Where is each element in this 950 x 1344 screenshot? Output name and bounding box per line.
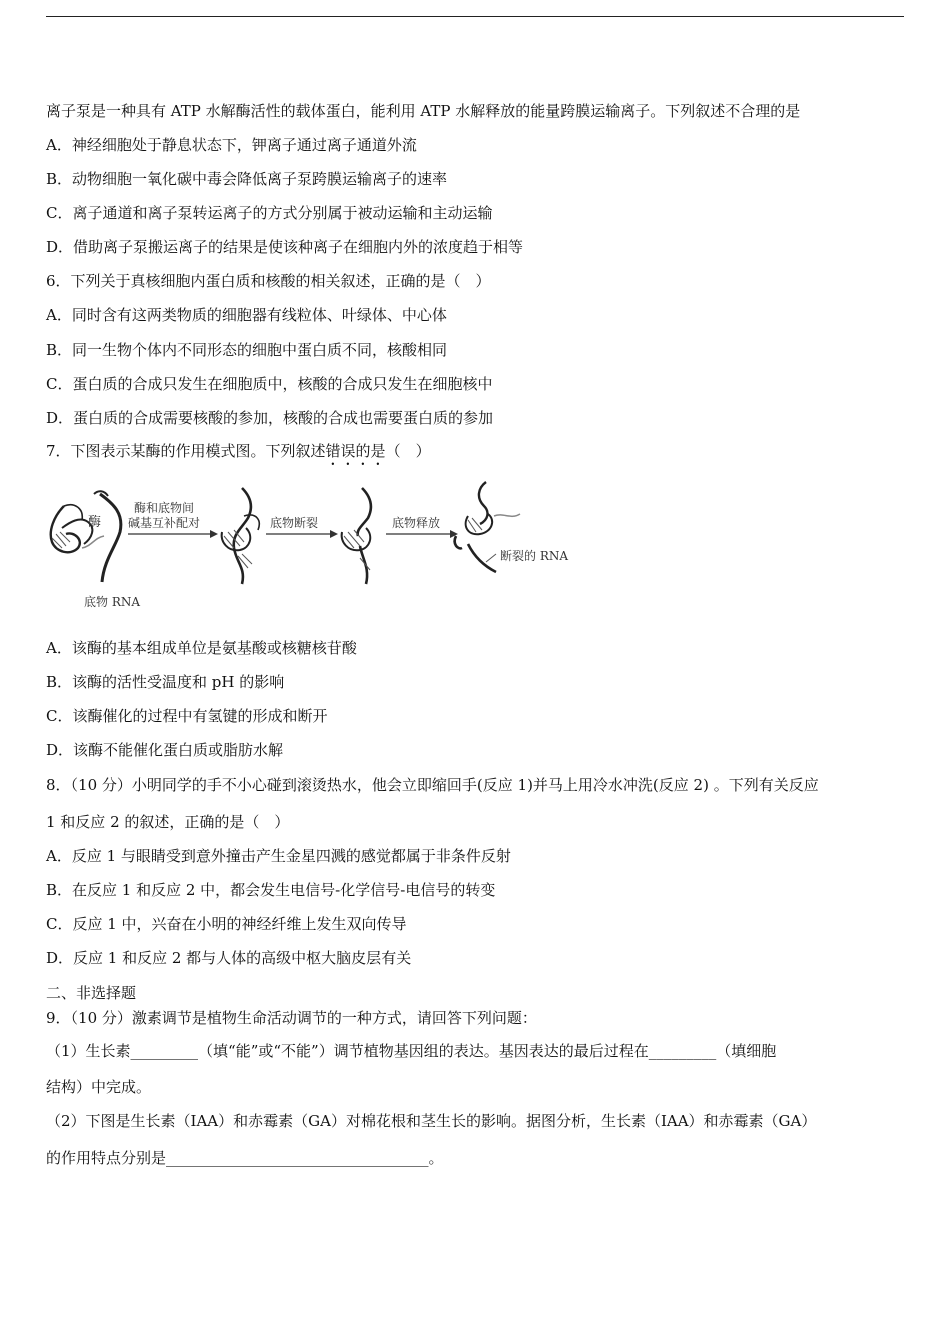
cleaved-complex [342,488,371,584]
label-step3: 底物释放 [392,516,441,530]
q5-option-c: C．离子通道和离子泵转运离子的方式分别属于被动运输和主动运输 [46,204,493,222]
section-heading: 二、非选择题 [46,984,137,1002]
arrow-step1-head [210,530,218,538]
broken-rna-piece-1 [455,536,462,548]
q8-option-c: C．反应 1 中，兴奋在小明的神经纤维上发生双向传导 [46,915,407,933]
q7-stem-start: 7．下图表示某酶的作用模式图。下列叙述 [46,442,326,460]
q7-option-a: A．该酶的基本组成单位是氨基酸或核糖核苷酸 [46,639,357,657]
q9-part1-line1: （1）生长素_________（填“能”或“不能”）调节植物基因组的表达。基因表达的最后过程在_________（填细胞 [46,1042,777,1060]
q7-option-b: B．该酶的活性受温度和 pH 的影响 [46,673,285,691]
q9-part1-line2: 结构）中完成。 [46,1078,152,1096]
q5-option-d: D．借助离子泵搬运离子的结果是使该种离子在细胞内外的浓度趋于相等 [46,238,524,256]
label-substrate-rna: 底物 RNA [84,595,141,609]
q6-option-a: A．同时含有这两类物质的细胞器有线粒体、叶绿体、中心体 [46,306,447,324]
q7-stem [46,441,431,469]
q5-option-a: A．神经细胞处于静息状态下，钾离子通过离子通道外流 [46,136,417,154]
label-step1-line2: 碱基互补配对 [128,516,201,530]
released-enzyme-tail [494,514,520,516]
q7-option-c: C．该酶催化的过程中有氢键的形成和断开 [46,707,328,725]
q7-emphasis: 错误的是 [325,442,386,460]
header-rule [46,16,904,17]
q8-option-a: A．反应 1 与眼睛受到意外撞击产生金星四溅的感觉都属于非条件反射 [46,847,511,865]
label-step1-line1: 酶和底物间 [134,501,195,515]
q6-option-b: B．同一生物个体内不同形态的细胞中蛋白质不同，核酸相同 [46,341,448,359]
arrow-step2-head [330,530,338,538]
q5-option-b: B．动物细胞一氧化碳中毒会降低离子泵跨膜运输离子的速率 [46,170,448,188]
q8-stem-line1: 8．（10 分）小明同学的手不小心碰到滚烫热水，他会立即缩回手(反应 1)并马上用冷水冲洗(反应 2) 。下列有关反应 [46,776,819,794]
q6-option-d: D．蛋白质的合成需要核酸的参加，核酸的合成也需要蛋白质的参加 [46,409,494,427]
q7-stem-end: （ ） [385,442,431,460]
enzyme-ribozyme-1 [51,505,93,552]
q9-stem: 9．（10 分）激素调节是植物生命活动调节的一种方式，请回答下列问题： [46,1009,537,1027]
enzyme-substrate-complex [222,488,260,584]
q6-option-c: C．蛋白质的合成只发生在细胞质中，核酸的合成只发生在细胞核中 [46,375,493,393]
substrate-rna-strand [100,494,121,582]
q9-part2-line2: 的作用特点分别是___________________________________。 [46,1149,444,1167]
broken-rna-pointer [486,554,496,562]
label-step2: 底物断裂 [270,516,319,530]
q8-option-d: D．反应 1 和反应 2 都与人体的高级中枢大脑皮层有关 [46,949,412,967]
released-enzyme-hatch [468,518,482,532]
q6-stem: 6．下列关于真核细胞内蛋白质和核酸的相关叙述，正确的是（ ） [46,272,491,290]
q9-part2-line1: （2）下图是生长素（IAA）和赤霉素（GA）对棉花根和茎生长的影响。据图分析，生长素（IAA）和赤霉素（GA） [46,1112,817,1130]
q5-stem: 离子泵是一种具有 ATP 水解酶活性的载体蛋白，能利用 ATP 水解释放的能量跨膜运输离子。下列叙述不合理的是 [46,102,801,120]
q7-option-d: D．该酶不能催化蛋白质或脂肪水解 [46,741,284,759]
label-enzyme: 酶 [88,515,102,530]
enzyme-mechanism-diagram [44,476,584,616]
q8-option-b: B．在反应 1 和反应 2 中，都会发生电信号-化学信号-电信号的转变 [46,881,496,899]
label-broken-rna: 断裂的 RNA [500,549,569,563]
q8-stem-line2: 1 和反应 2 的叙述，正确的是（ ） [46,813,290,831]
